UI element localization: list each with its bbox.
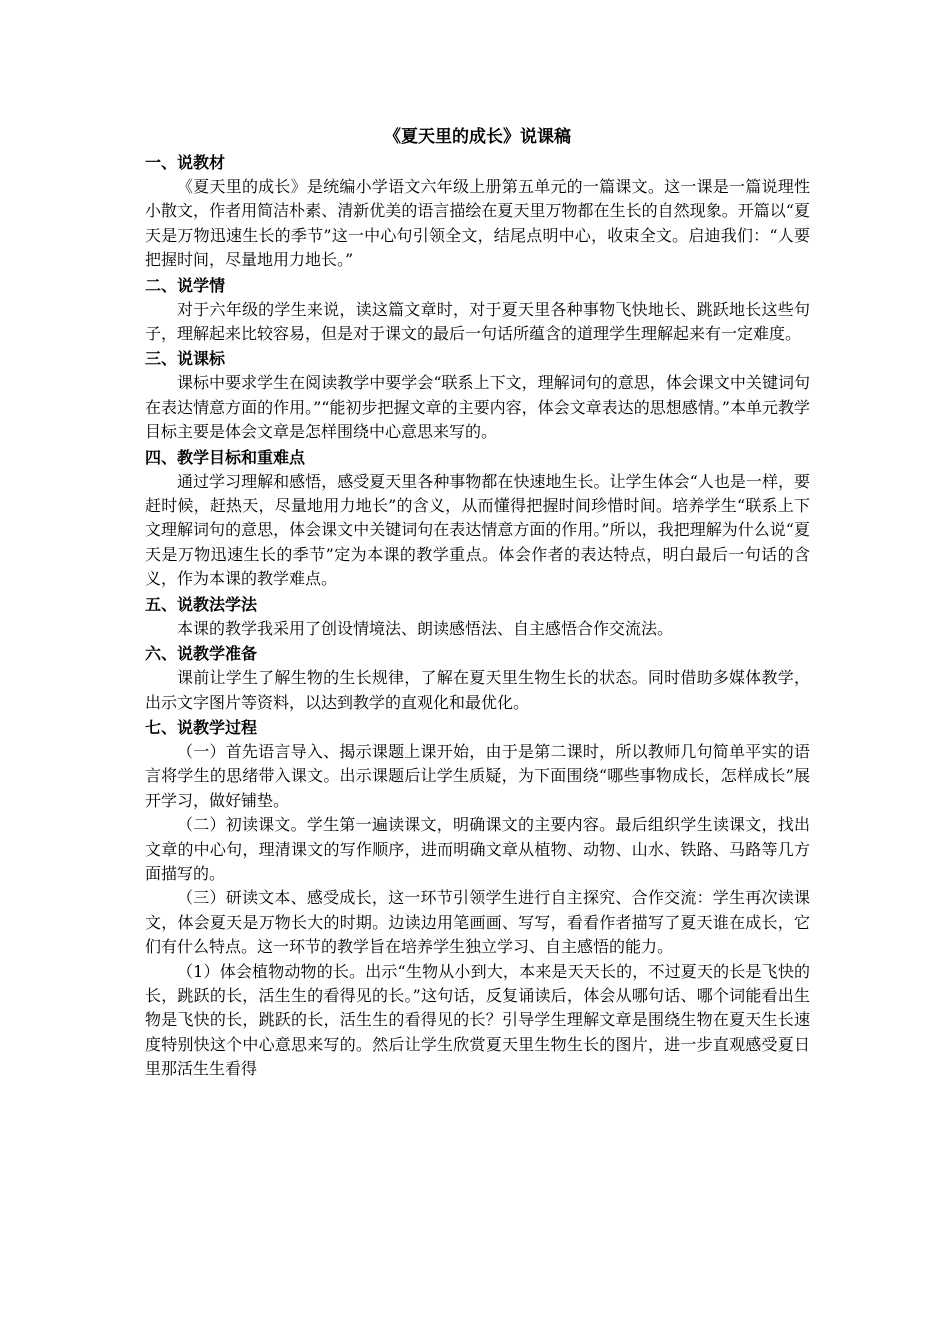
section-5: [145, 592, 810, 641]
document-title: 《夏天里的成长》说课稿: [384, 127, 571, 147]
section-6: [145, 641, 810, 715]
section-paragraph: （二）初读课文。学生第一遍读课文，明确课文的主要内容。最后组织学生读课文，找出文章的中心句，理清课文的写作顺序，进而明确文章从植物、动物、山水、铁路、马路等几方面描写的。: [145, 815, 810, 883]
section-paragraph: 通过学习理解和感悟，感受夏天里各种事物都在快速地生长。让学生体会“人也是一样，要赶时候，赶热天，尽量地用力地长”的含义，从而懂得把握时间珍惜时间。培养学生“联系上下文理解词句的意思，体会课文中关键词句在表达情意方面的作用。”所以，我把理解为什么说“夏天是万物迅速生长的季节”定为本课的教学重点。体会作者的表达特点，明白最后一句话的含义，作为本课的教学难点。: [145, 471, 810, 589]
section-4: [145, 445, 810, 592]
section-heading: 三、说课标: [145, 349, 226, 369]
section-heading: 二、说学情: [145, 275, 226, 295]
section-paragraph: （一）首先语言导入、揭示课题上课开始，由于是第二课时，所以教师几句简单平实的语言将学生的思绪带入课文。出示课题后让学生质疑，为下面围绕“哪些事物成长，怎样成长”展开学习，做好铺垫。: [145, 741, 810, 810]
section-heading: 一、说教材: [145, 153, 226, 172]
section-2: [145, 273, 810, 347]
section-1: [145, 150, 810, 273]
section-3: [145, 346, 810, 444]
section-heading: 五、说教法学法: [145, 594, 258, 614]
section-paragraph: 对于六年级的学生来说，读这篇文章时，对于夏天里各种事物飞快地长、跳跃地长这些句子，理解起来比较容易，但是对于课文的最后一句话所蕴含的道理学生理解起来有一定难度。: [145, 299, 810, 344]
section-7: [145, 715, 810, 1082]
section-paragraph: （1）体会植物动物的长。出示“生物从小到大，本来是天天长的，不过夏天的长是飞快的长，跳跃的长，活生生的看得见的长。”这句话，反复诵读后，体会从哪句话、哪个词能看出生物是飞快的长，跳跃的长，活生生的看得见的长？引导学生理解文章是围绕生物在夏天生长速度特别快这个中心意思来写的。然后让学生欣赏夏天里生物生长的图片，进一步直观感受夏日里那活生生看得: [145, 961, 810, 1079]
section-heading: 七、说教学过程: [145, 717, 258, 737]
section-paragraph: 课标中要求学生在阅读教学中要学会“联系上下文，理解词句的意思，体会课文中关键词句在表达情意方面的作用。”“能初步把握文章的主要内容，体会文章表达的思想感情。”本单元教学目标主要是体会文章是怎样围绕中心意思来写的。: [145, 373, 810, 442]
section-paragraph: 课前让学生了解生物的生长规律，了解在夏天里生物生长的状态。同时借助多媒体教学，出示文字图片等资料，以达到教学的直观化和最优化。: [145, 668, 810, 712]
document-page: [145, 124, 810, 1082]
section-paragraph: （三）研读文本、感受成长，这一环节引领学生进行自主探究、合作交流：学生再次读课文，体会夏天是万物长大的时期。边读边用笔画画、写写，看看作者描写了夏天谁在成长，它们有什么特点。这一环节的教学旨在培养学生独立学习、自主感悟的能力。: [145, 888, 810, 957]
section-paragraph: 《夏天里的成长》是统编小学语文六年级上册第五单元的一篇课文。这一课是一篇说理性小散文，作者用简洁朴素、清新优美的语言描绘在夏天里万物都在生长的自然现象。开篇以“夏天是万物迅速生长的季节”这一中心句引领全文，结尾点明中心，收束全文。启迪我们：“人要把握时间，尽量地用力地长。”: [145, 177, 810, 270]
section-heading: 四、教学目标和重难点: [145, 447, 306, 467]
section-heading: 六、说教学准备: [145, 644, 258, 664]
section-paragraph: 本课的教学我采用了创设情境法、朗读感悟法、自主感悟合作交流法。: [177, 618, 674, 638]
